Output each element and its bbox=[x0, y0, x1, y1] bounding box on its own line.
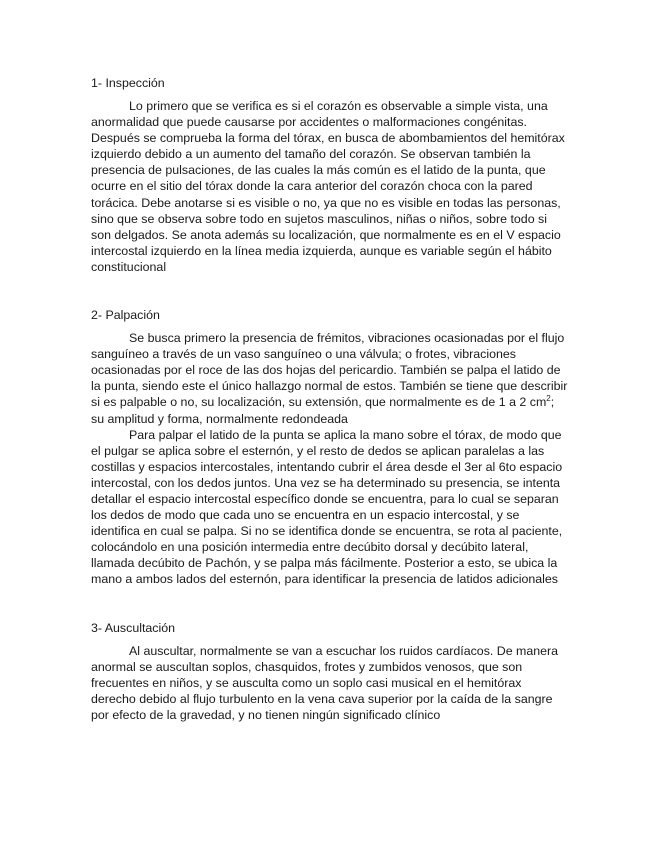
section-inspeccion bbox=[91, 75, 569, 275]
section-palpacion bbox=[91, 307, 569, 588]
paragraph-palpacion-1-text: Se busca primero la presencia de frémitos, vibraciones ocasionadas por el flujo sanguíneo a través de un vaso sanguíneo o una válvula; o frotes, vibraciones ocasionadas por el roce de las dos hojas del pericardio. También se palpa el latido de la punta, siendo este el único hallazgo normal de estos. También se tiene que describir si es palpable o no, su localización, su extensión, que normalmente es de 1 a 2 cm bbox=[91, 331, 568, 410]
section-auscultacion bbox=[91, 620, 569, 723]
section-heading-auscultacion: 3- Auscultación bbox=[91, 620, 176, 635]
section-heading-palpacion: 2- Palpación bbox=[91, 308, 160, 323]
superscript-squared: 2 bbox=[546, 394, 551, 404]
paragraph-palpacion-1-tail: ; su amplitud y forma, normalmente redondeada bbox=[91, 395, 555, 426]
document-body bbox=[91, 75, 569, 723]
paragraph-palpacion-2: Para palpar el latido de la punta se aplica la mano sobre el tórax, de modo que el pulgar se aplica sobre el esternón, y el resto de dedos se aplican paralelas a las costillas y espacios intercostales, intentando cubrir el área desde el 3er al 6to espacio intercostal, con los dedos juntos. Una vez se ha determinado su presencia, se intenta detallar el espacio intercostal específico donde se encuentra, para lo cual se separan los dedos de modo que cada uno se encuentra en un espacio intercostal, y se identifica en cual se palpa. Si no se identifica donde se encuentra, se rota al paciente, colocándolo en una posición intermedia entre decúbito dorsal y decúbito lateral, llamada decúbito de Pachón, y se palpa más fácilmente. Posterior a esto, se ubica la mano a ambos lados del esternón, para identificar la presencia de latidos adicionales bbox=[91, 427, 563, 587]
paragraph-auscultacion: Al auscultar, normalmente se van a escuchar los ruidos cardíacos. De manera anormal se auscultan soplos, chasquidos, frotes y zumbidos venosos, que son frecuentes en niños, y se ausculta como un soplo casi musical en el hemitórax derecho debido al flujo turbulento en la vena cava superior por la caída de la sangre por efecto de la gravedad, y no tienen ningún significado clínico bbox=[91, 643, 559, 722]
paragraph-palpacion-1 bbox=[91, 330, 569, 427]
section-heading-inspeccion: 1- Inspección bbox=[91, 76, 165, 90]
paragraph-inspeccion: Lo primero que se verifica es si el corazón es observable a simple vista, una anormalidad que puede causarse por accidentes o malformaciones congénitas. Después se comprueba la forma del tórax, en busca de abombamientos del hemitórax izquierdo debido a un aumento del tamaño del corazón. Se observan también la presencia de pulsaciones, de las cuales la más común es el latido de la punta, que ocurre en el sitio del tórax donde la cara anterior del corazón choca con la pared torácica. Debe anotarse si es visible o no, ya que no es visible en todas las personas, sino que se observa sobre todo en sujetos masculinos, niñas o niños, sobre todo si son delgados. Se anota además su localización, que normalmente es en el V espacio intercostal izquierdo en la línea media izquierda, aunque es variable según el hábito constitucional bbox=[91, 99, 565, 274]
